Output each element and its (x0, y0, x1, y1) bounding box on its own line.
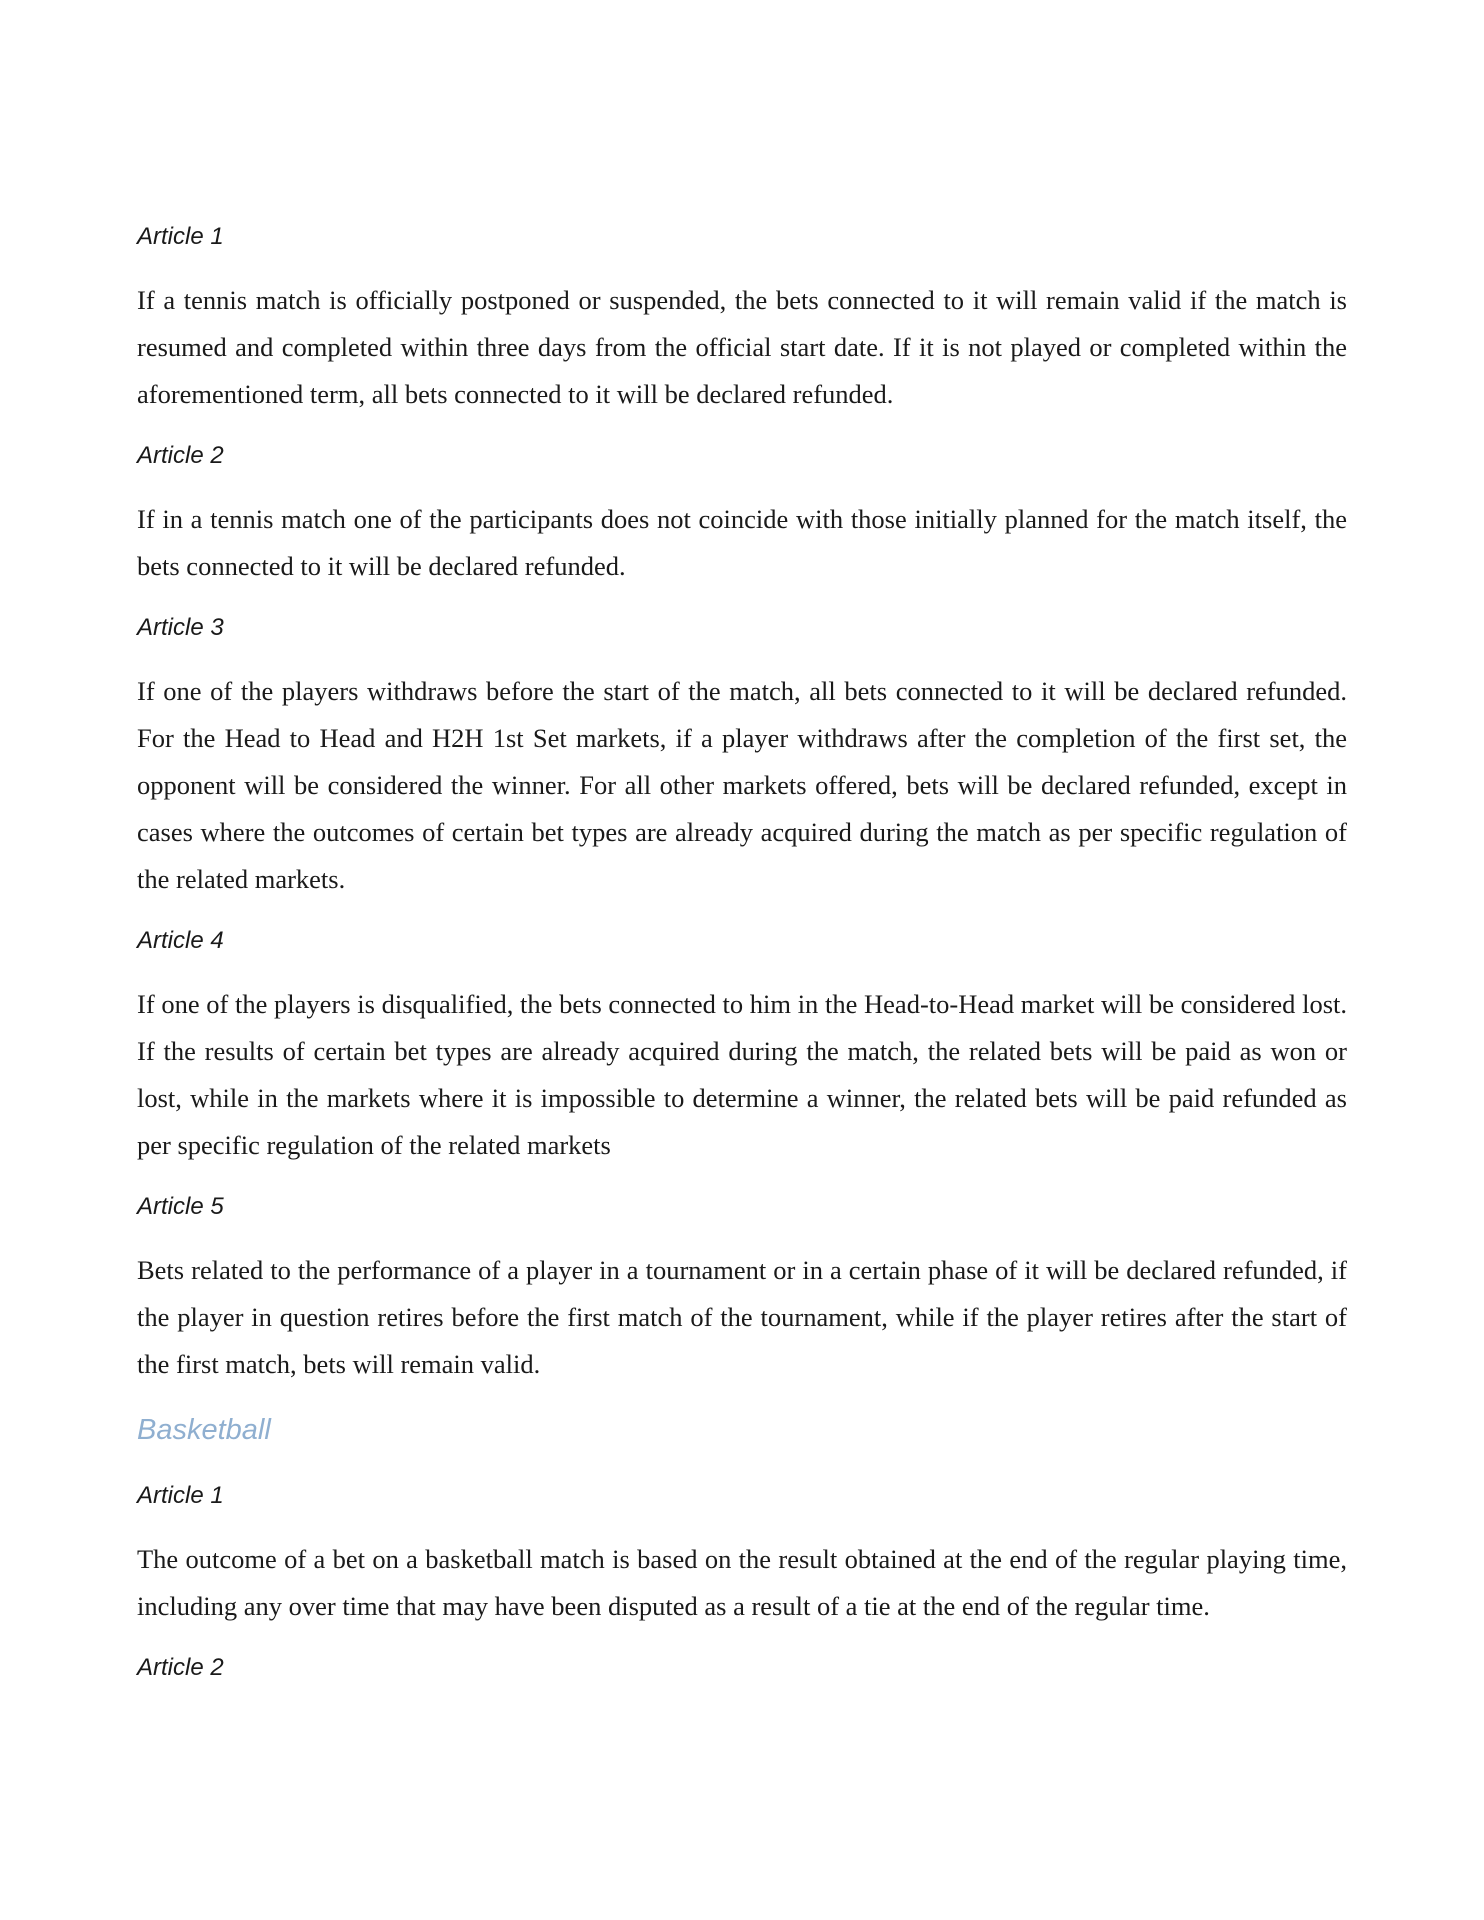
tennis-article-5 (137, 1192, 1347, 1388)
article-heading: Article 1 (137, 223, 224, 250)
article-heading: Article 3 (137, 614, 224, 641)
tennis-article-2 (137, 441, 1347, 590)
section-heading-basketball: Basketball (137, 1414, 271, 1446)
article-heading: Article 4 (137, 927, 224, 954)
article-body: Bets related to the performance of a player in a tournament or in a certain phase of it will be declared refunded, if the player in question retires before the first match of the tournament, while if the player retires after the start of the first match, bets will remain valid. (137, 1255, 1347, 1379)
article-body: If in a tennis match one of the participants does not coincide with those initially planned for the match itself, the bets connected to it will be declared refunded. (137, 504, 1347, 581)
document-content (137, 222, 1347, 1708)
tennis-article-1 (137, 222, 1347, 418)
article-heading: Article 5 (137, 1193, 224, 1220)
article-body: The outcome of a bet on a basketball match is based on the result obtained at the end of the regular playing time, including any over time that may have been disputed as a result of a tie at the end of the regular time. (137, 1544, 1347, 1621)
article-heading: Article 2 (137, 442, 224, 469)
tennis-article-4 (137, 926, 1347, 1169)
basketball-article-2 (137, 1653, 1347, 1683)
article-heading: Article 1 (137, 1482, 224, 1509)
article-body: If one of the players is disqualified, the bets connected to him in the Head-to-Head market will be considered lost. If the results of certain bet types are already acquired during the match, the related bets will be paid as won or lost, while in the markets where it is impossible to determine a winner, the related bets will be paid refunded as per specific regulation of the related markets (137, 989, 1347, 1160)
article-body: If one of the players withdraws before the start of the match, all bets connected to it will be declared refunded. For the Head to Head and H2H 1st Set markets, if a player withdraws after the completion of the first set, the opponent will be considered the winner. For all other markets offered, bets will be declared refunded, except in cases where the outcomes of certain bet types are already acquired during the match as per specific regulation of the related markets. (137, 676, 1347, 894)
tennis-article-3 (137, 613, 1347, 903)
article-body: If a tennis match is officially postponed or suspended, the bets connected to it will remain valid if the match is resumed and completed within three days from the official start date. If it is not played or completed within the aforementioned term, all bets connected to it will be declared refunded. (137, 285, 1347, 409)
article-heading: Article 2 (137, 1654, 224, 1681)
basketball-article-1 (137, 1481, 1347, 1630)
